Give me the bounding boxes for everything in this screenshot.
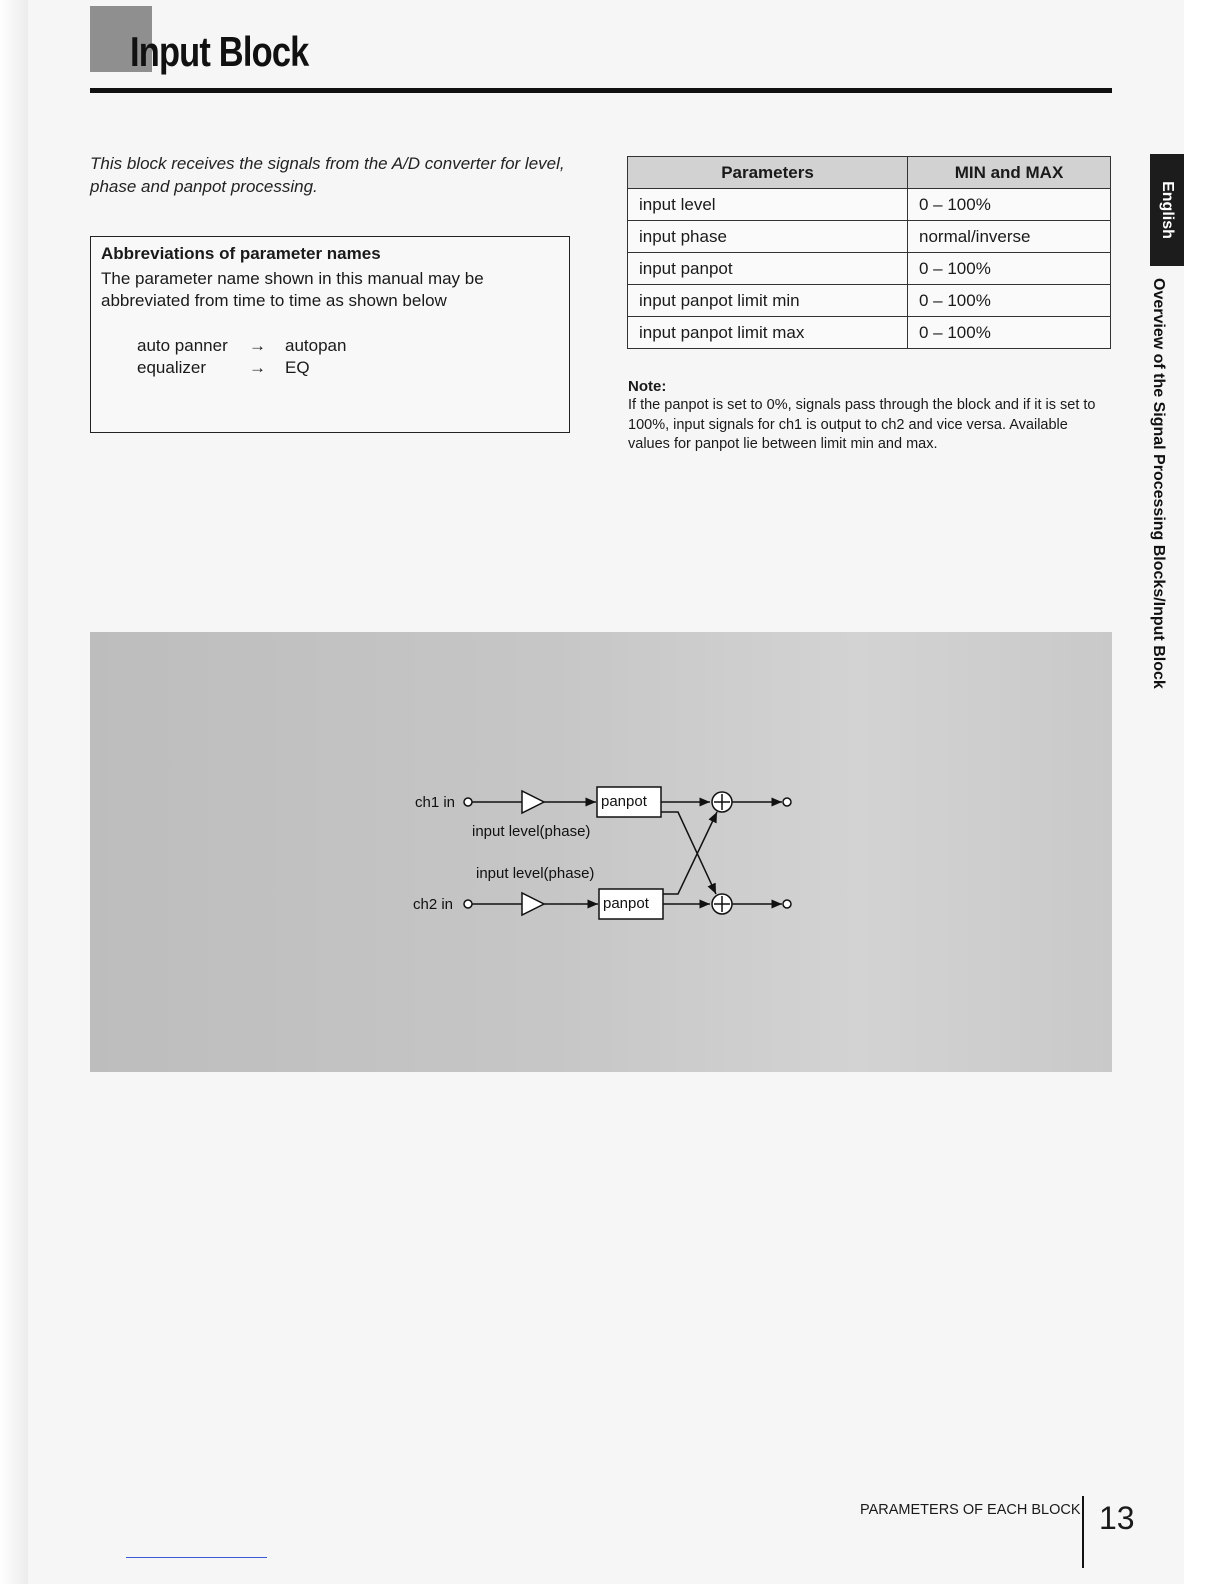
table-row: [628, 189, 1111, 221]
parameters-table: [627, 156, 1111, 349]
footer-divider: [1082, 1496, 1084, 1568]
page-title: Input Block: [130, 28, 309, 75]
ch2-output-terminal: [783, 900, 791, 908]
parameter-range: 0 – 100%: [908, 317, 1111, 349]
ch1-panpot-label: panpot: [601, 793, 647, 810]
table-row: [628, 285, 1111, 317]
abbreviations-heading: Abbreviations of parameter names: [101, 244, 381, 263]
ch2-input-label: ch2 in: [413, 896, 454, 913]
parameter-name: input panpot limit max: [628, 317, 908, 349]
ch1-input-terminal: [464, 798, 472, 806]
note-label: Note:: [628, 378, 667, 395]
arrow-right-icon: →: [249, 336, 266, 355]
ch1-output-terminal: [783, 798, 791, 806]
parameter-range: 0 – 100%: [908, 253, 1111, 285]
page-edge-shadow: [0, 0, 28, 1584]
arrow-right-icon: →: [249, 358, 266, 377]
abbreviation-short: autopan: [285, 336, 347, 355]
table-row: [628, 221, 1111, 253]
parameter-name: input phase: [628, 221, 908, 253]
ch2-input-terminal: [464, 900, 472, 908]
ch2-cross-line: [663, 812, 717, 894]
parameter-range: 0 – 100%: [908, 189, 1111, 221]
table-header-cell: Parameters: [628, 157, 908, 189]
abbreviation-full: equalizer: [137, 358, 206, 377]
ch2-panpot-label: panpot: [603, 895, 649, 912]
parameter-name: input panpot: [628, 253, 908, 285]
ch1-level-label: input level(phase): [472, 823, 591, 840]
language-tab: [1150, 154, 1184, 266]
signal-flow-diagram: [90, 632, 1112, 1072]
language-tab-label: English: [1159, 181, 1176, 239]
parameter-range: 0 – 100%: [908, 285, 1111, 317]
intro-text: This block receives the signals from the A/D converter for level, phase and panpot processing.: [90, 154, 565, 196]
table-row: [628, 317, 1111, 349]
abbreviation-short: EQ: [285, 358, 310, 377]
ch1-amplifier-icon: [522, 791, 544, 813]
ch1-cross-line: [661, 812, 716, 894]
ch2-level-label: input level(phase): [476, 865, 595, 882]
parameter-name: input panpot limit min: [628, 285, 908, 317]
ch1-input-label: ch1 in: [415, 794, 456, 811]
abbreviations-box: [90, 236, 570, 433]
table-header-cell: MIN and MAX: [908, 157, 1111, 189]
parameter-range: normal/inverse: [908, 221, 1111, 253]
parameter-name: input level: [628, 189, 908, 221]
title-rule: [90, 88, 1112, 93]
abbreviations-description: The parameter name shown in this manual may be abbreviated from time to time as shown below: [101, 269, 484, 310]
section-side-title: Overview of the Signal Processing Blocks/Input Block: [1150, 278, 1167, 689]
abbreviation-full: auto panner: [137, 336, 228, 355]
table-row: [628, 253, 1111, 285]
table-header-row: [628, 157, 1111, 189]
note-text: If the panpot is set to 0%, signals pass through the block and if it is set to 100%, input signals for ch1 is output to ch2 and vice versa. Available values for panpot lie between limit min and max.: [628, 397, 1096, 452]
page-number: 13: [1099, 1500, 1135, 1536]
footer-section-label: PARAMETERS OF EACH BLOCK: [860, 1502, 1081, 1518]
bottom-decorative-line: [126, 1557, 267, 1558]
ch2-amplifier-icon: [522, 893, 544, 915]
signal-diagram-panel: [90, 632, 1112, 1072]
